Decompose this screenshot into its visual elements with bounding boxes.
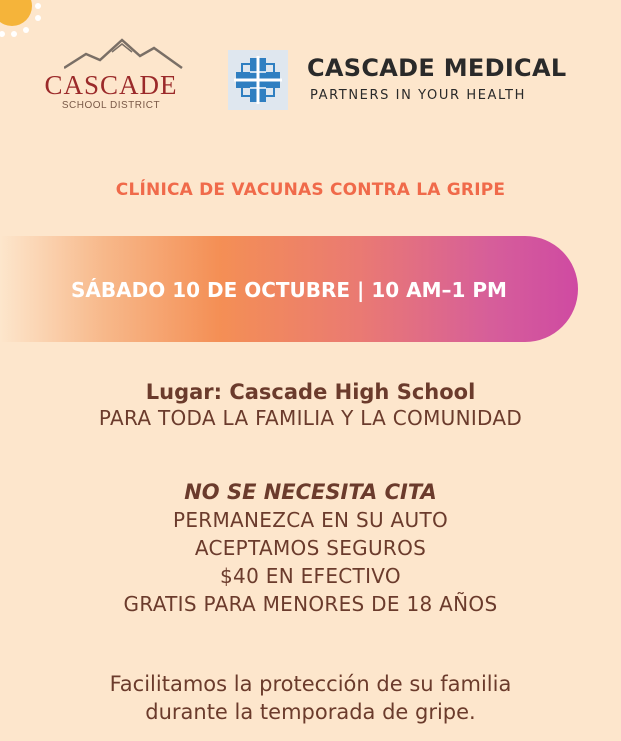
detail-line: GRATIS PARA MENORES DE 18 AÑOS [123, 592, 498, 616]
detail-line: $40 EN EFECTIVO [220, 564, 401, 588]
detail-line: PERMANEZCA EN SU AUTO [172, 508, 449, 532]
no-appointment: NO SE NECESITA CITA [184, 480, 437, 504]
date-time: SÁBADO 10 DE OCTUBRE | 10 AM–1 PM [71, 278, 507, 302]
closing-line: Facilitamos la protección de su familia [109, 672, 512, 696]
decorative-dots [0, 0, 60, 40]
location: Lugar: Cascade High School [145, 380, 476, 404]
school-name: CASCADE [44, 70, 178, 100]
logo-header [0, 38, 621, 118]
detail-line: ACEPTAMOS SEGUROS [194, 536, 427, 560]
cascade-school-district-logo [26, 38, 196, 118]
closing-line: durante la temporada de gripe. [145, 700, 476, 724]
medical-name: CASCADE MEDICAL [307, 54, 567, 82]
school-subtitle: SCHOOL DISTRICT [61, 100, 161, 111]
medical-cross-icon [228, 50, 288, 110]
clinic-title: CLÍNICA DE VACUNAS CONTRA LA GRIPE [115, 180, 506, 200]
audience: PARA TODA LA FAMILIA Y LA COMUNIDAD [98, 406, 523, 430]
medical-tagline: PARTNERS IN YOUR HEALTH [310, 88, 526, 103]
